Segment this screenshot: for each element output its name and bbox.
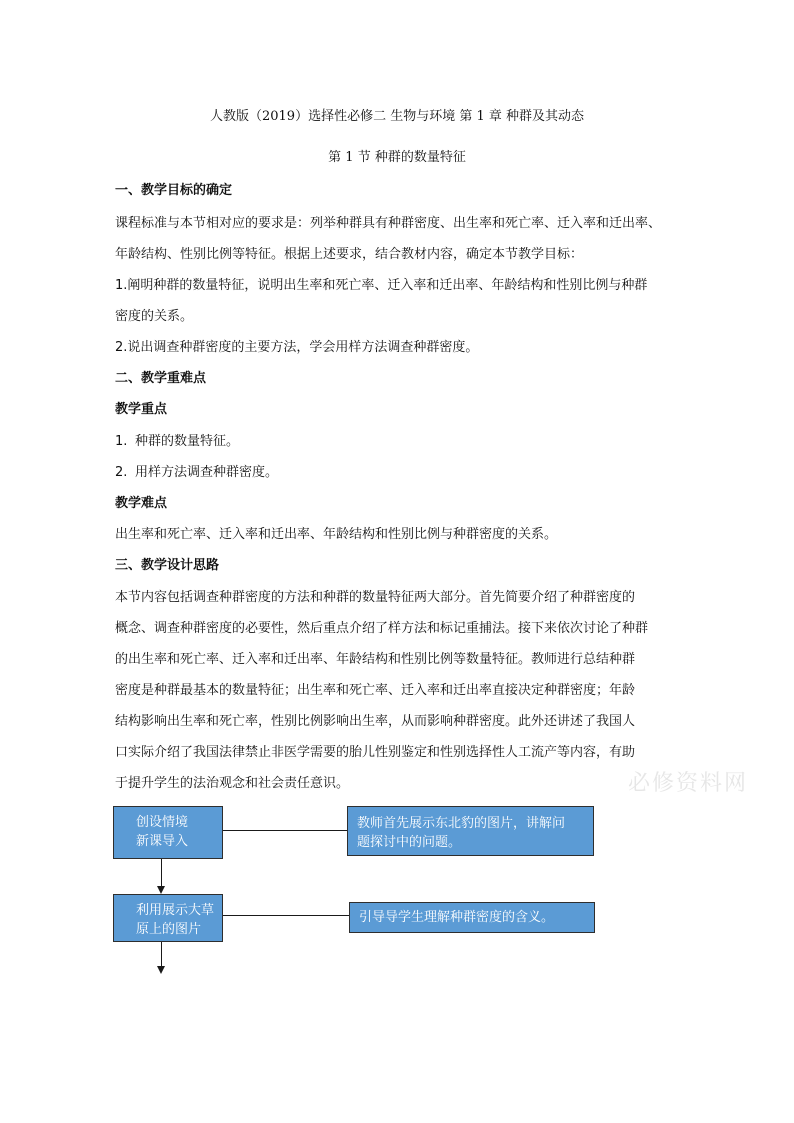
- section-subtitle: 第 1 节 种群的数量特征: [328, 150, 466, 165]
- key-point-number: 2.: [115, 465, 128, 480]
- goal2-line: 2.说出调查种群密度的主要方法，学会用样方法调查种群密度。: [115, 340, 479, 355]
- flow-arrow-down-icon: [157, 966, 165, 974]
- flow-step1-description-line: 教师首先展示东北豹的图片，讲解问: [357, 816, 566, 831]
- goal1-line: 1.阐明种群的数量特征，说明出生率和死亡率、迁入率和迁出率、年龄结构和性别比例与种群: [115, 278, 648, 293]
- key-point-text: 用样方法调查种群密度。: [135, 465, 279, 480]
- flow-step2-line: 原上的图片: [136, 922, 202, 937]
- goal1-line: 密度的关系。: [115, 309, 194, 324]
- section3-paragraph-line: 口实际介绍了我国法律禁止非医学需要的胎儿性别鉴定和性别选择性人工流产等内容，有助: [115, 745, 636, 760]
- flow-arrow-down-icon: [157, 886, 165, 894]
- flow-step2-description-box: [349, 902, 595, 933]
- flow-step1-description-line: 题探讨中的问题。: [357, 835, 462, 850]
- section3-paragraph-line: 本节内容包括调查种群密度的方法和种群的数量特征两大部分。首先简要介绍了种群密度的: [115, 590, 636, 605]
- flow-step2-line: 利用展示大草: [136, 903, 215, 918]
- flow-step1-line: 新课导入: [136, 834, 189, 849]
- section3-paragraph-line: 概念、调查种群密度的必要性，然后重点介绍了样方法和标记重捕法。接下来依次讨论了种群: [115, 621, 649, 636]
- flow-arrow-line: [161, 859, 162, 887]
- flow-step2-box: [113, 894, 223, 942]
- section3-heading: 三、教学设计思路: [115, 558, 220, 573]
- flow-step1-box: [113, 806, 223, 859]
- section1-heading: 一、教学目标的确定: [115, 183, 233, 198]
- section3-paragraph-line: 密度是种群最基本的数量特征；出生率和死亡率、迁入率和迁出率直接决定种群密度；年龄: [115, 683, 636, 698]
- section1-paragraph-line: 课程标准与本节相对应的要求是：列举种群具有种群密度、出生率和死亡率、迁入率和迁出率、: [115, 216, 662, 231]
- section3-paragraph-line: 结构影响出生率和死亡率，性别比例影响出生率，从而影响种群密度。此外还讲述了我国人: [115, 714, 636, 729]
- section1-paragraph-line: 年龄结构、性别比例等特征。根据上述要求，结合教材内容，确定本节教学目标：: [115, 247, 584, 262]
- difficult-points-heading: 教学难点: [115, 496, 168, 511]
- document-title: 人教版（2019）选择性必修二 生物与环境 第 1 章 种群及其动态: [209, 109, 585, 124]
- section2-heading: 二、教学重难点: [115, 371, 207, 386]
- watermark: 必修资料网: [628, 771, 749, 796]
- flow-connector-line: [223, 915, 349, 916]
- key-point-text: 种群的数量特征。: [135, 434, 240, 449]
- key-point-item: [115, 464, 695, 482]
- key-points-heading: 教学重点: [115, 402, 168, 417]
- flow-connector-line: [223, 830, 347, 831]
- section3-paragraph-line: 于提升学生的法治观念和社会责任意识。: [115, 776, 350, 791]
- flow-step1-line: 创设情境: [136, 815, 189, 830]
- key-point-item: [115, 433, 695, 451]
- flow-arrow-line: [161, 942, 162, 967]
- flow-step1-description-box: [347, 806, 594, 856]
- key-point-number: 1.: [115, 434, 128, 449]
- difficult-points-text: 出生率和死亡率、迁入率和迁出率、年龄结构和性别比例与种群密度的关系。: [115, 527, 558, 542]
- flow-step2-description: 引导导学生理解种群密度的含义。: [359, 910, 555, 925]
- section3-paragraph-line: 的出生率和死亡率、迁入率和迁出率、年龄结构和性别比例等数量特征。教师进行总结种群: [115, 652, 636, 667]
